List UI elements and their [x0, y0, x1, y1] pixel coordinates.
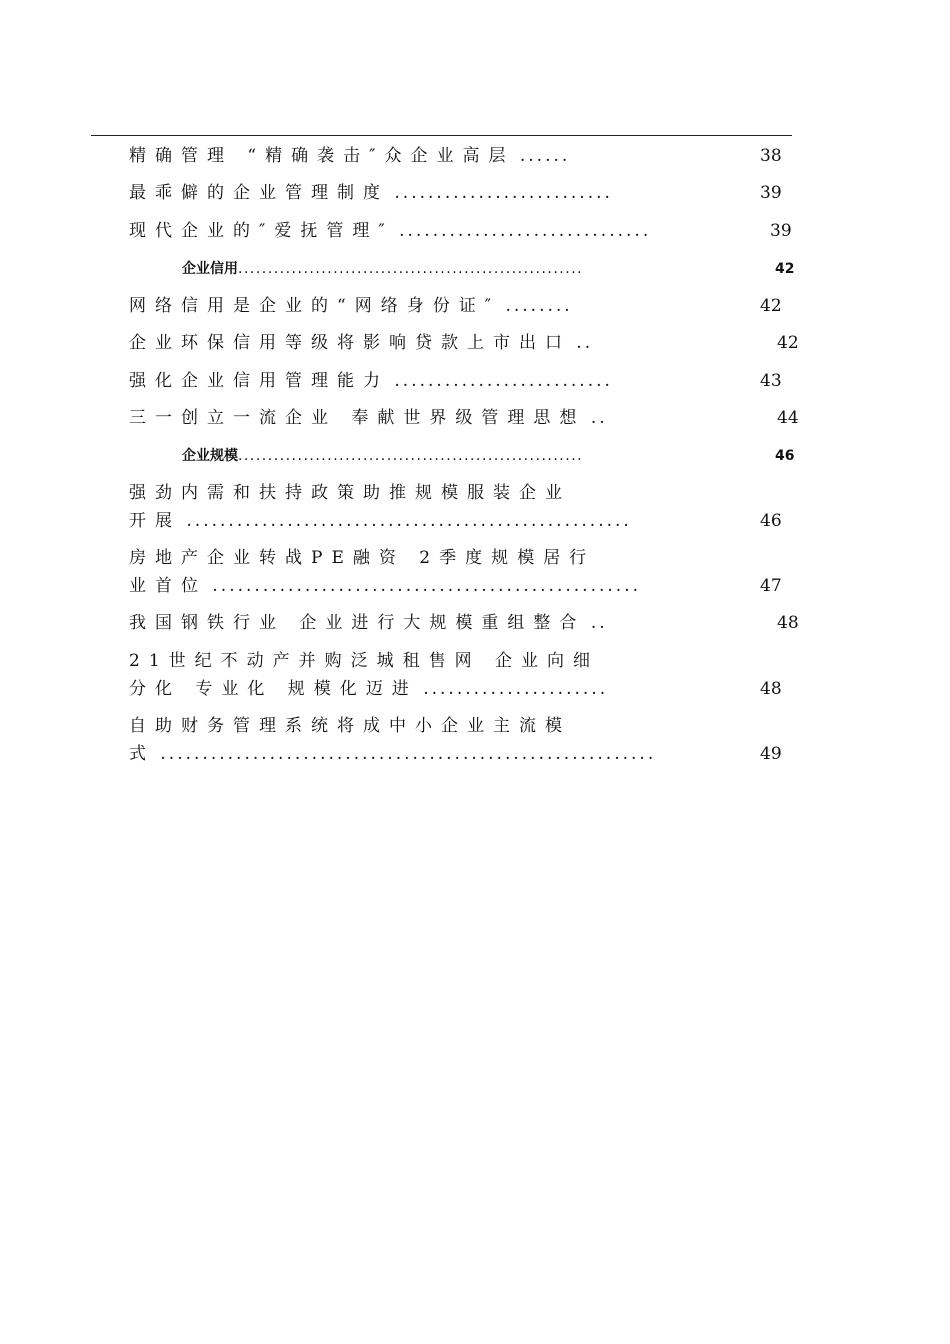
toc-entry[interactable] [129, 217, 651, 245]
toc-entry-title: 强化企业信用管理能力 [129, 371, 389, 391]
toc-leader-dots: .......................................................... [238, 448, 584, 464]
toc-entry[interactable] [129, 329, 593, 357]
toc-section-page-number: 42 [775, 261, 795, 277]
toc-leader-dots: ........ [505, 296, 573, 316]
toc-page-number: 42 [777, 333, 799, 353]
toc-page-number: 49 [760, 744, 782, 764]
toc-entry[interactable] [129, 479, 571, 507]
toc-entry[interactable] [129, 712, 571, 740]
toc-section-page-number: 46 [775, 448, 795, 464]
toc-page-number: 48 [777, 613, 799, 633]
toc-entry-title-line2: 分化 专业化 规模化迈进 [129, 679, 418, 699]
toc-entry[interactable] [129, 179, 613, 207]
toc-page-number: 42 [760, 296, 782, 316]
toc-leader-dots: .. [590, 408, 608, 428]
toc-page-number: 38 [760, 146, 782, 166]
toc-leader-dots: ..................................................... [186, 511, 632, 531]
toc-entry[interactable] [129, 292, 573, 320]
toc-entry[interactable] [129, 544, 595, 572]
toc-entry-title: 现代企业的″爱抚管理″ [129, 221, 394, 241]
toc-entry-title: 企业环保信用等级将影响贷款上市出口 [129, 333, 571, 353]
toc-entry-continuation[interactable] [129, 572, 641, 600]
toc-leader-dots: ................................................... [212, 576, 642, 596]
toc-page-number: 43 [760, 371, 782, 391]
toc-entry[interactable] [129, 609, 608, 637]
toc-page-number: 46 [760, 511, 782, 531]
toc-entry[interactable] [129, 647, 599, 675]
toc-entry[interactable] [129, 367, 613, 395]
toc-entry-title: 我国钢铁行业 企业进行大规模重组整合 [129, 613, 586, 633]
toc-entry-continuation[interactable] [129, 740, 656, 768]
toc-leader-dots: .. [590, 613, 608, 633]
toc-leader-dots: ...... [519, 146, 571, 166]
toc-section-heading[interactable] [182, 255, 583, 283]
toc-page-number: 39 [760, 183, 782, 203]
toc-entry-title: 三一创立一流企业 奉献世界级管理思想 [129, 408, 586, 428]
toc-entry-title-line1: 自助财务管理系统将成中小企业主流模 [129, 716, 571, 736]
toc-page-number: 39 [770, 221, 792, 241]
toc-entry-title: 网络信用是企业的“网络身份证″ [129, 296, 501, 316]
toc-entry-continuation[interactable] [129, 507, 632, 535]
toc-entry-title-line2: 开展 [129, 511, 181, 531]
header-rule [91, 135, 792, 136]
toc-leader-dots: ........................................................... [160, 744, 657, 764]
toc-leader-dots: .. [576, 333, 594, 353]
toc-entry-title-line1: 21世纪不动产并购泛城租售网 企业向细 [129, 651, 600, 671]
toc-leader-dots: .......................... [394, 183, 613, 203]
toc-entry-title-line2: 式 [129, 744, 155, 764]
toc-section-title: 企业信用 [182, 261, 238, 277]
toc-entry-title: 最乖僻的企业管理制度 [129, 183, 389, 203]
toc-entry-title-line2: 业首位 [129, 576, 207, 596]
toc-section-title: 企业规模 [182, 448, 238, 464]
toc-entry-continuation[interactable] [129, 675, 608, 703]
toc-leader-dots: .............................. [399, 221, 652, 241]
toc-entry[interactable] [129, 142, 570, 170]
toc-page-number: 48 [760, 679, 782, 699]
toc-entry-title-line1: 房地产企业转战PE融资 2季度规模居行 [129, 548, 596, 568]
toc-entry-title: 精确管理 “精确袭击″众企业高层 [129, 146, 515, 166]
toc-entry[interactable] [129, 404, 608, 432]
toc-leader-dots: ...................... [423, 679, 609, 699]
toc-page-number: 47 [760, 576, 782, 596]
toc-page-number: 44 [777, 408, 799, 428]
toc-entry-title-line1: 强劲内需和扶持政策助推规模服装企业 [129, 483, 571, 503]
toc-leader-dots: .......................................................... [238, 261, 584, 277]
toc-leader-dots: .......................... [394, 371, 613, 391]
toc-section-heading[interactable] [182, 442, 583, 470]
